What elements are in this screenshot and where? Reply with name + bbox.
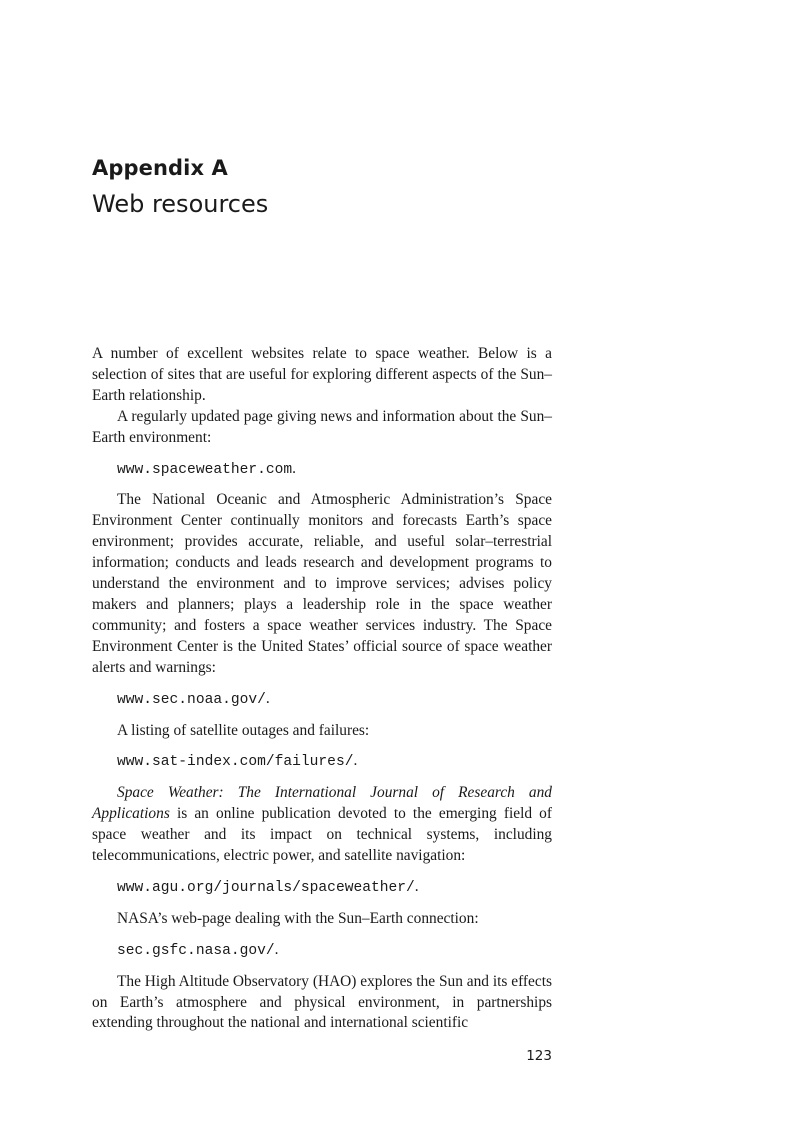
url-line-nasa [92, 940, 552, 962]
url-period: . [353, 752, 358, 770]
journal-description [92, 783, 552, 867]
url-nasa[interactable]: sec.gsfc.nasa.gov/ [117, 942, 275, 959]
nasa-description: NASA’s web-page dealing with the Sun–Earth connection: [117, 909, 479, 927]
url-agu[interactable]: www.agu.org/journals/spaceweather/ [117, 879, 415, 896]
url-line-noaa [92, 689, 552, 711]
hao-description: The High Altitude Observatory (HAO) explores the Sun and its effects on Earth’s atmosphere and physical environment, in partnerships extending throughout the national and international scientific [92, 972, 552, 1032]
journal-description-text: is an online publication devoted to the emerging field of space weather and its impact on technical systems, including telecommunications, electric power, and satellite navigation: [92, 805, 552, 865]
appendix-title: Web resources [92, 190, 269, 218]
url-period: . [274, 940, 279, 958]
intro-paragraph: A number of excellent websites relate to space weather. Below is a selection of sites that are useful for exploring different aspects of the Sun–Earth relationship. [92, 345, 552, 404]
noaa-description: The National Oceanic and Atmospheric Administration’s Space Environment Center continually monitors and forecasts Earth’s space environment; provides accurate, reliable, and useful solar–terrestrial information; conducts and leads research and development programs to understand the environment and to improve services; advises policy makers and planners; plays a leadership role in the space weather community; and fosters a space weather services industry. The Space Environment Center is the United States’ official source of space weather alerts and warnings: [92, 491, 552, 676]
url-sat-index[interactable]: www.sat-index.com/failures/ [117, 754, 354, 771]
url-noaa[interactable]: www.sec.noaa.gov/ [117, 691, 266, 708]
url-line-spaceweather [92, 459, 552, 481]
url-period: . [265, 689, 270, 707]
url-line-agu [92, 877, 552, 899]
satellite-outages-description: A listing of satellite outages and failures: [117, 721, 370, 739]
journal-title: Space Weather: The International Journal of Research and Applications [92, 784, 552, 823]
page-number: 123 [526, 1048, 552, 1064]
url-period: . [292, 459, 297, 477]
appendix-label: Appendix A [92, 156, 228, 180]
url-spaceweather[interactable]: www.spaceweather.com [117, 461, 293, 478]
url-line-sat-index [92, 751, 552, 773]
body-text [92, 344, 552, 1034]
url-period: . [414, 877, 419, 895]
spaceweather-description: A regularly updated page giving news and information about the Sun–Earth environment: [92, 407, 552, 446]
